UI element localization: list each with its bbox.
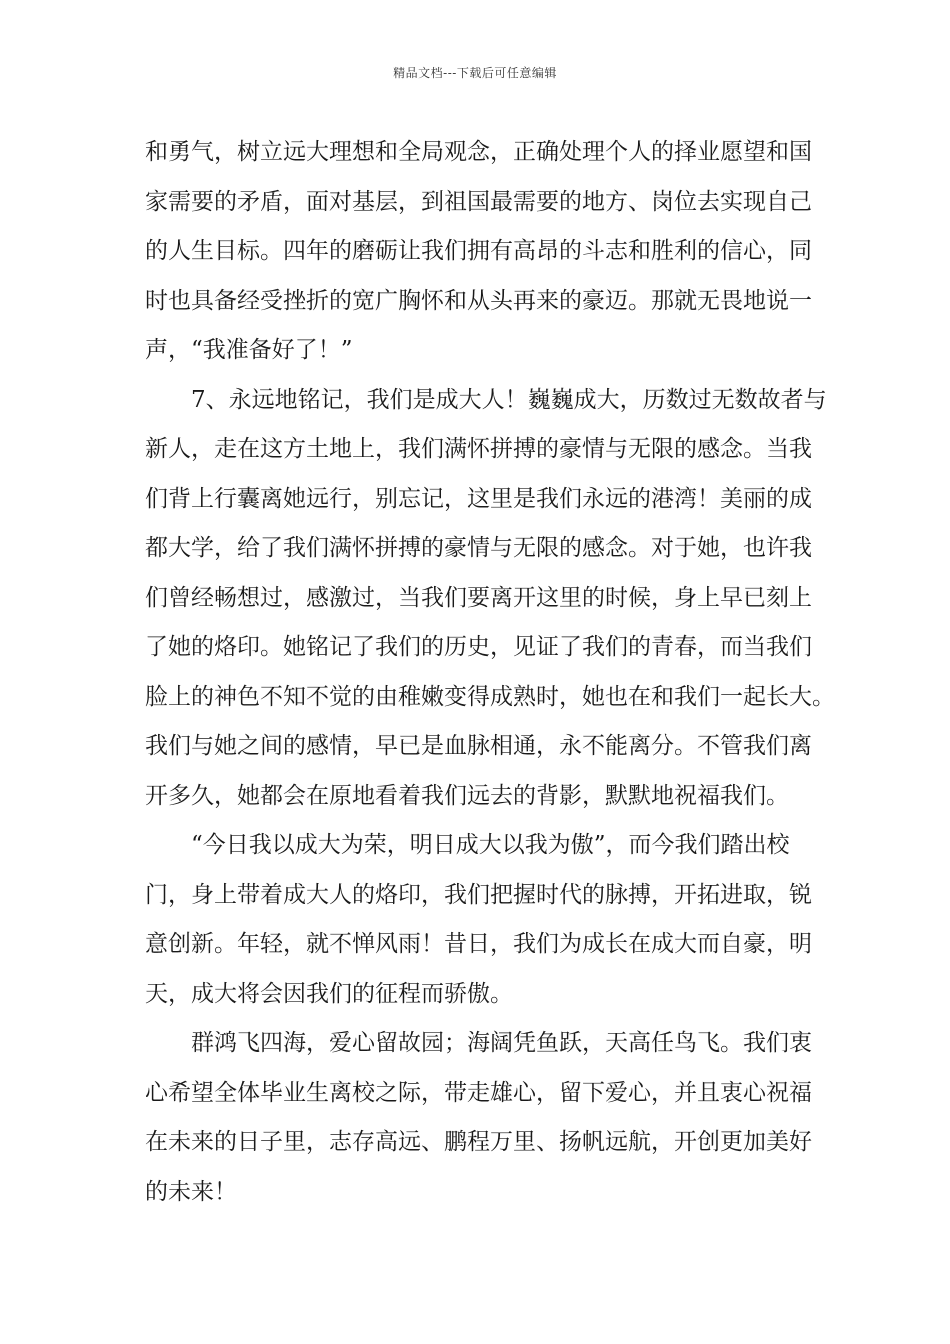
text-line: 门，身上带着成大人的烙印，我们把握时代的脉搏，开拓进取，锐 — [145, 881, 812, 908]
text-line: 心希望全体毕业生离校之际，带走雄心，留下爱心，并且衷心祝福 — [145, 1079, 812, 1106]
text-line: 开多久，她都会在原地看着我们远去的背影，默默地祝福我们。 — [145, 782, 789, 809]
text-line: 在未来的日子里，志存高远、鹏程万里、扬帆远航，开创更加美好 — [145, 1129, 812, 1155]
document-body — [145, 128, 835, 1217]
text-line: 天，成大将会因我们的征程而骄傲。 — [145, 980, 513, 1007]
page-header: 精品文档---下载后可任意编辑 — [393, 66, 557, 80]
text-line: 意创新。年轻，就不惮风雨！昔日，我们为成长在成大而自豪，明 — [145, 931, 812, 957]
text-line: 脸上的神色不知不觉的由稚嫩变得成熟时，她也在和我们一起长大。 — [145, 683, 835, 710]
text-line: 群鸿飞四海，爱心留故园；海阔凭鱼跃，天高任鸟飞。我们衷 — [191, 1030, 812, 1056]
text-line: 家需要的矛盾，面对基层，到祖国最需要的地方、岗位去实现自己 — [145, 188, 812, 215]
text-line: 们背上行囊离她远行，别忘记，这里是我们永远的港湾！美丽的成 — [145, 485, 812, 512]
text-line: 了她的烙印。她铭记了我们的历史，见证了我们的青春，而当我们 — [145, 634, 812, 660]
text-line: 的未来！ — [145, 1178, 237, 1205]
text-line: 的人生目标。四年的磨砺让我们拥有高昂的斗志和胜利的信心，同 — [145, 238, 812, 264]
text-line: “今日我以成大为荣，明日成大以我为傲”，而今我们踏出校 — [191, 832, 790, 858]
text-line: 7、永远地铭记，我们是成大人！巍巍成大，历数过无数故者与 — [191, 386, 827, 413]
text-line: 新人，走在这方土地上，我们满怀拼搏的豪情与无限的感念。当我 — [145, 436, 812, 462]
text-line: 都大学，给了我们满怀拼搏的豪情与无限的感念。对于她，也许我 — [145, 535, 812, 561]
text-line: 我们与她之间的感情，早已是血脉相通，永不能离分。不管我们离 — [145, 733, 812, 759]
text-line: 声，“我准备好了！” — [145, 337, 353, 363]
text-line: 时也具备经受挫折的宽广胸怀和从头再来的豪迈。那就无畏地说一 — [145, 287, 812, 314]
text-line: 们曾经畅想过，感激过，当我们要离开这里的时候，身上早已刻上 — [145, 584, 812, 611]
text-line: 和勇气，树立远大理想和全局观念，正确处理个人的择业愿望和国 — [145, 139, 812, 165]
